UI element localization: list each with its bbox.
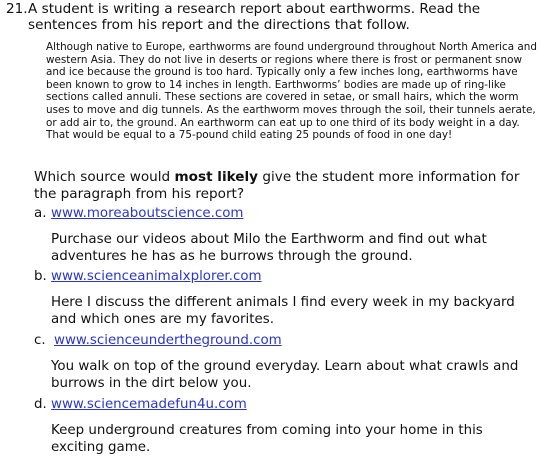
answer-choice-a[interactable] bbox=[34, 206, 544, 265]
choice-letter: a. bbox=[34, 206, 47, 221]
prompt-emphasis: most likely bbox=[174, 169, 259, 185]
report-passage: Although native to Europe, earthworms are found underground throughout North America and western Asia. They do not live in deserts or regions where there is frost or permanent snow and ice because the ground is too hard. Typically only a few inches long, earthworms have been known to grow to 14 inches in length. Earthworms’ bodies are made up of ring-like sections called annuli. These sections are covered in setae, or small hairs, which the worm uses to move and dig tunnels. As the earthworm moves through the soil, their tunnels aerate, or add air to, the ground. An earthworm can eat up to one third of its body weight in a day. That would be equal to a 75-pound child eating 25 pounds of food in one day! bbox=[46, 41, 537, 142]
answer-choice-c[interactable] bbox=[34, 333, 544, 392]
prompt-text-after: give the student more information for the paragraph from his report? bbox=[34, 169, 520, 202]
choice-description: You walk on top of the ground everyday. Learn about what crawls and burrows in the dirt below you. bbox=[51, 359, 519, 391]
answer-choice-b[interactable] bbox=[34, 269, 544, 328]
question-prompt bbox=[34, 169, 539, 202]
choice-url-link[interactable]: www.scienceundertheground.com bbox=[54, 333, 282, 348]
choice-description: Purchase our videos about Milo the Earthworm and find out what adventures he has as he burrows through the ground. bbox=[51, 232, 487, 264]
choice-letter: c. bbox=[34, 333, 46, 348]
question-number: 21. bbox=[6, 1, 28, 17]
choice-description: Here I discuss the different animals I find every week in my backyard and which ones are my favorites. bbox=[51, 295, 515, 327]
choice-url-link[interactable]: www.sciencemadefun4u.com bbox=[51, 397, 247, 412]
choice-letter: b. bbox=[34, 269, 47, 284]
choice-description: Keep underground creatures from coming into your home in this exciting game. bbox=[51, 423, 483, 455]
choice-url-link[interactable]: www.scienceanimalxplorer.com bbox=[51, 269, 262, 284]
question-stem: A student is writing a research report about earthworms. Read the sentences from his report and the directions that follow. bbox=[28, 1, 481, 33]
answer-choice-d[interactable] bbox=[34, 397, 544, 456]
choice-letter: d. bbox=[34, 397, 47, 412]
prompt-text-before: Which source would bbox=[34, 169, 175, 185]
choice-url-link[interactable]: www.moreaboutscience.com bbox=[51, 206, 244, 221]
question-header bbox=[6, 1, 544, 33]
